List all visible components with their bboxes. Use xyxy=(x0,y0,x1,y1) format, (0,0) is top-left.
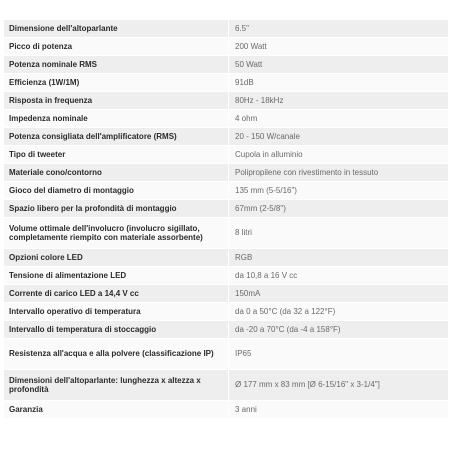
spec-row xyxy=(4,146,448,163)
spec-row xyxy=(4,56,448,73)
spec-label: Efficienza (1W/1M) xyxy=(4,74,228,91)
spec-label: Volume ottimale dell'involucro (involucro sigillato, completamente riempito con materiale assorbente) xyxy=(4,218,228,248)
spec-value: 6.5" xyxy=(229,20,448,37)
spec-table xyxy=(4,19,448,419)
spec-row xyxy=(4,20,448,37)
spec-value: 150mA xyxy=(229,285,448,302)
spec-row xyxy=(4,74,448,91)
spec-row xyxy=(4,285,448,302)
spec-value: 50 Watt xyxy=(229,56,448,73)
spec-row xyxy=(4,303,448,320)
spec-label: Tipo di tweeter xyxy=(4,146,228,163)
spec-label: Intervallo di temperatura di stoccaggio xyxy=(4,321,228,338)
spec-value: 135 mm (5-5/16") xyxy=(229,182,448,199)
spec-row xyxy=(4,339,448,369)
spec-value: da 10,8 a 16 V cc xyxy=(229,267,448,284)
spec-value: da 0 a 50°C (da 32 a 122°F) xyxy=(229,303,448,320)
spec-value: Polipropilene con rivestimento in tessuto xyxy=(229,164,448,181)
spec-row xyxy=(4,200,448,217)
spec-value: 200 Watt xyxy=(229,38,448,55)
spec-label: Resistenza all'acqua e alla polvere (classificazione IP) xyxy=(4,339,228,369)
spec-label: Garanzia xyxy=(4,401,228,418)
spec-label: Spazio libero per la profondità di montaggio xyxy=(4,200,228,217)
spec-row xyxy=(4,401,448,418)
spec-label: Dimensione dell'altoparlante xyxy=(4,20,228,37)
spec-row xyxy=(4,218,448,248)
spec-value: RGB xyxy=(229,249,448,266)
spec-row xyxy=(4,110,448,127)
spec-value: 3 anni xyxy=(229,401,448,418)
spec-value: 80Hz - 18kHz xyxy=(229,92,448,109)
spec-row xyxy=(4,128,448,145)
spec-value: da -20 a 70°C (da -4 a 158°F) xyxy=(229,321,448,338)
spec-row xyxy=(4,164,448,181)
spec-value: 4 ohm xyxy=(229,110,448,127)
spec-label: Gioco del diametro di montaggio xyxy=(4,182,228,199)
spec-value: Ø 177 mm x 83 mm [Ø 6-15/16" x 3-1/4"] xyxy=(229,370,448,400)
spec-row xyxy=(4,321,448,338)
spec-value: 67mm (2-5/8") xyxy=(229,200,448,217)
spec-label: Potenza consigliata dell'amplificatore (RMS) xyxy=(4,128,228,145)
spec-label: Potenza nominale RMS xyxy=(4,56,228,73)
spec-value: IP65 xyxy=(229,339,448,369)
spec-label: Impedenza nominale xyxy=(4,110,228,127)
spec-label: Opzioni colore LED xyxy=(4,249,228,266)
spec-row xyxy=(4,38,448,55)
spec-row xyxy=(4,182,448,199)
spec-row xyxy=(4,249,448,266)
spec-value: 20 - 150 W/canale xyxy=(229,128,448,145)
spec-value: 8 litri xyxy=(229,218,448,248)
spec-label: Intervallo operativo di temperatura xyxy=(4,303,228,320)
spec-row xyxy=(4,370,448,400)
spec-table-body xyxy=(4,20,448,418)
spec-value: Cupola in alluminio xyxy=(229,146,448,163)
spec-row xyxy=(4,267,448,284)
spec-label: Tensione di alimentazione LED xyxy=(4,267,228,284)
spec-value: 91dB xyxy=(229,74,448,91)
spec-label: Picco di potenza xyxy=(4,38,228,55)
spec-label: Risposta in frequenza xyxy=(4,92,228,109)
spec-row xyxy=(4,92,448,109)
spec-label: Dimensioni dell'altoparlante: lunghezza x altezza x profondità xyxy=(4,370,228,400)
spec-label: Materiale cono/contorno xyxy=(4,164,228,181)
spec-label: Corrente di carico LED a 14,4 V cc xyxy=(4,285,228,302)
